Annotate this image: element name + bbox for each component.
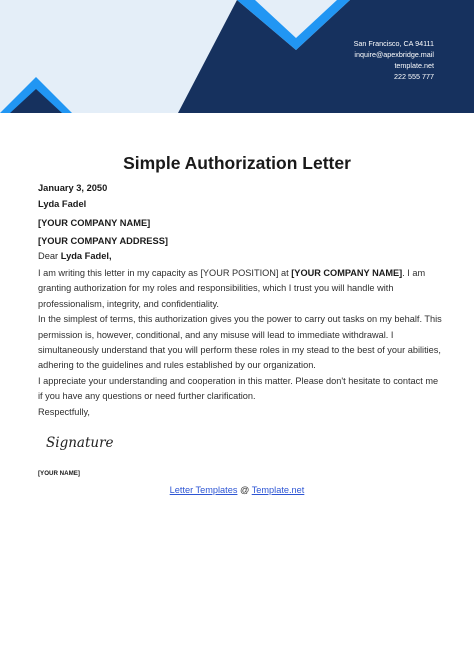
letter-title: Simple Authorization Letter: [123, 153, 351, 173]
footer-links: [0, 485, 474, 495]
letter-body: [38, 266, 443, 420]
paragraph-1-company: [YOUR COMPANY NAME]: [291, 268, 403, 278]
contact-website: template.net: [394, 61, 434, 70]
company-name: [YOUR COMPANY NAME]: [38, 218, 151, 228]
salutation-prefix: Dear: [38, 251, 61, 261]
signature: Signature: [46, 435, 114, 451]
paragraph-1: [38, 266, 443, 312]
template-net-link[interactable]: Template.net: [251, 485, 305, 495]
contact-email: inquire@apexbridge.mail: [354, 50, 434, 59]
paragraph-2: In the simplest of terms, this authorization gives you the power to carry out tasks on my behalf. This permission is, however, conditional, and any misuse will lead to immediate withdrawal. I simultaneously understand that you will perform these roles in my stead to the best of your abilities, adhering to the guidelines and rules established by our organization.: [38, 314, 442, 371]
paragraph-3: I appreciate your understanding and cooperation in this matter. Please don't hesitate to contact me if you have any questions or need further clarification.: [38, 375, 439, 402]
salutation-name: Lyda Fadel,: [60, 251, 112, 261]
company-address: [YOUR COMPANY ADDRESS]: [38, 236, 168, 246]
recipient-name: Lyda Fadel: [38, 199, 87, 209]
contact-info: [354, 38, 434, 82]
paragraph-1-prefix: I am writing this letter in my capacity as [YOUR POSITION] at: [38, 268, 292, 278]
letter-templates-link[interactable]: Letter Templates: [169, 485, 238, 495]
letter-date: January 3, 2050: [38, 183, 108, 193]
signer-name: [YOUR NAME]: [38, 470, 80, 477]
footer-separator: @: [237, 485, 252, 495]
salutation: [38, 251, 112, 261]
closing: Respectfully,: [38, 406, 90, 417]
contact-phone: 222 555 777: [394, 72, 434, 81]
contact-address: San Francisco, CA 94111: [353, 39, 434, 48]
paragraph-1-suffix: . I am granting authorization for my roles and responsibilities, which I trust you will handle with professionalism, integrity, and confidentiality.: [38, 268, 426, 309]
letterhead-header: [0, 0, 474, 113]
